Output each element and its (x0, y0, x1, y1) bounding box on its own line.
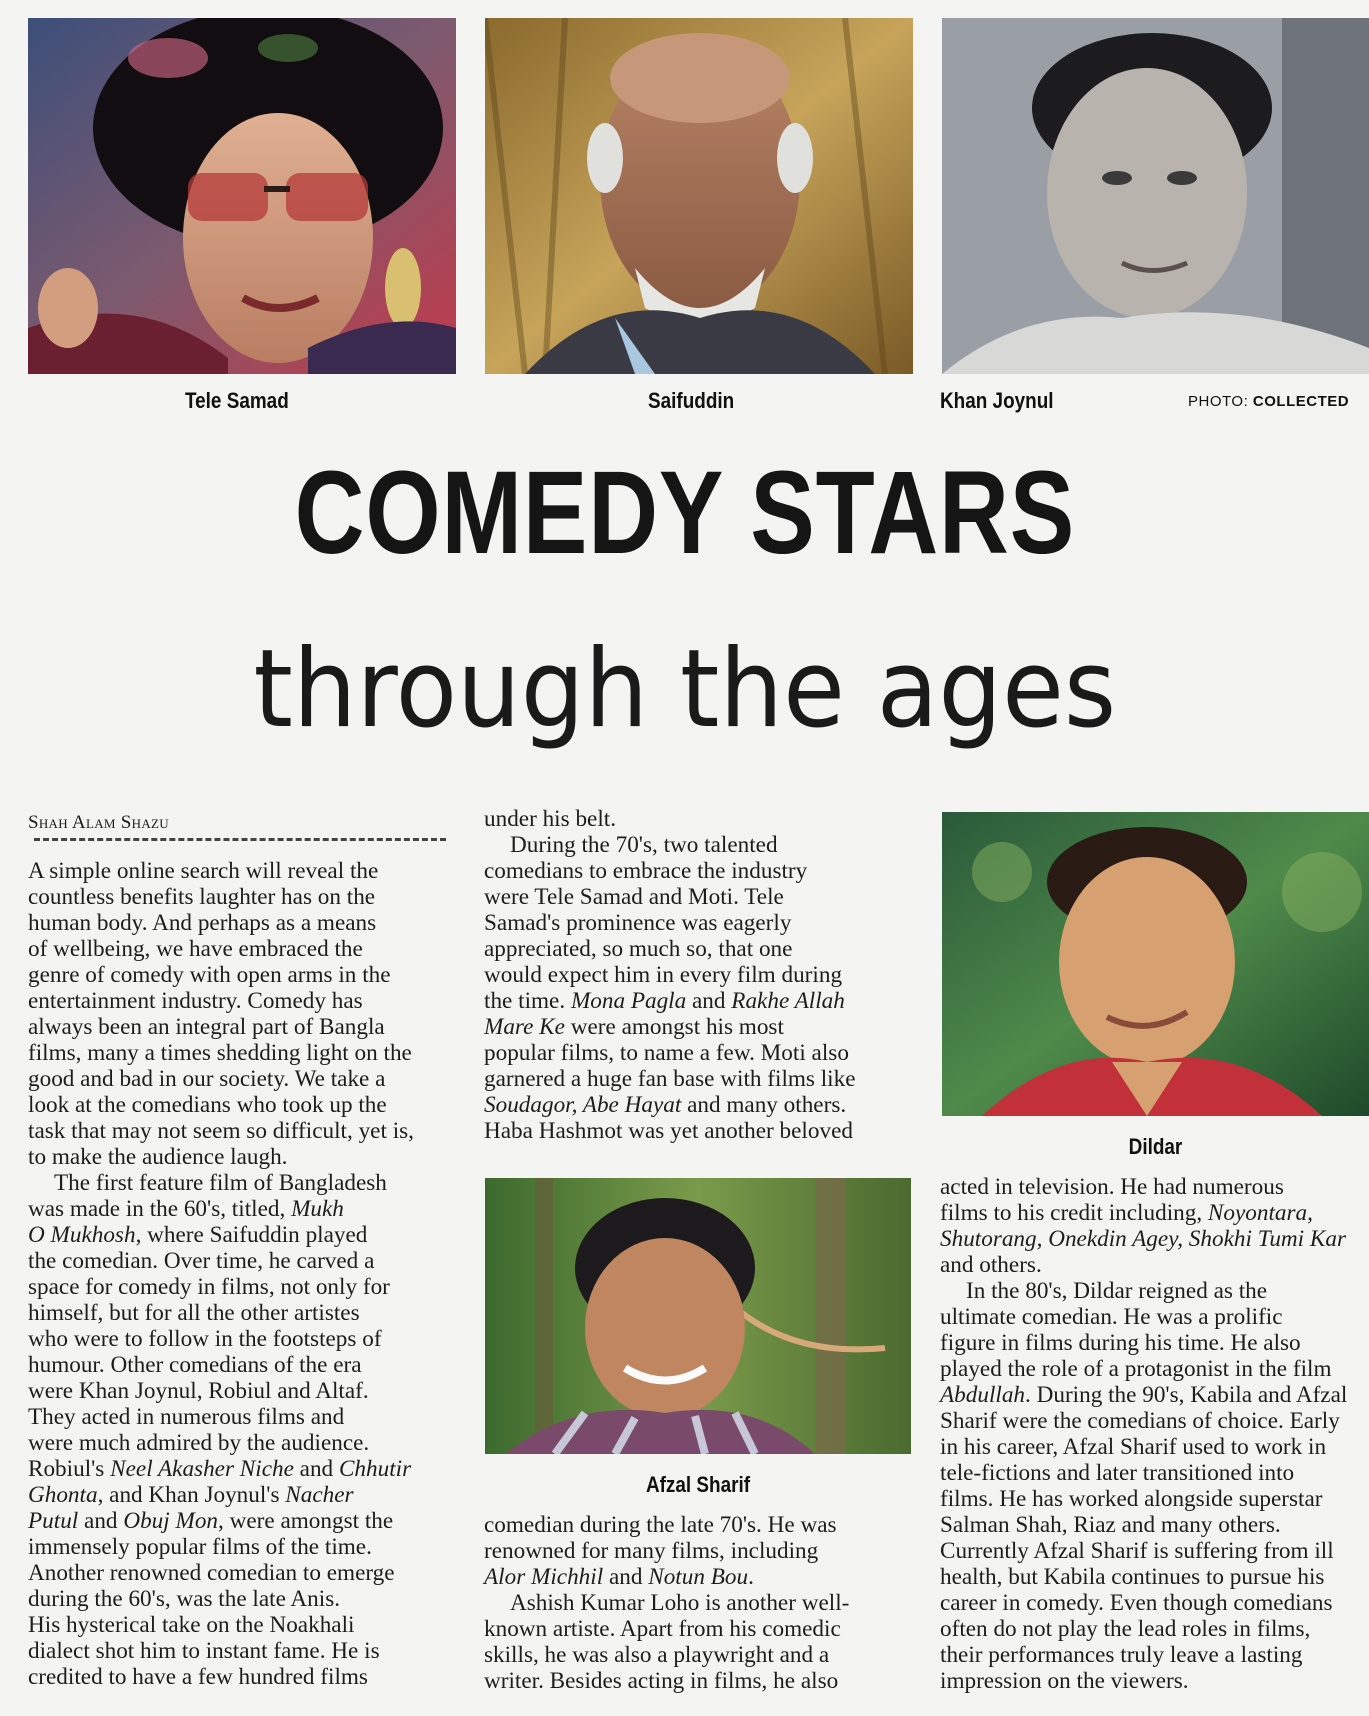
byline-divider (34, 838, 446, 841)
text-line: genre of comedy with open arms in the (28, 962, 391, 988)
text-line: human body. And perhaps as a means (28, 910, 377, 936)
text-line: task that may not seem so difficult, yet is, (28, 1118, 414, 1144)
text-line: acted in television. He had numerous (940, 1174, 1284, 1200)
text-line: Samad's prominence was eagerly (484, 910, 792, 936)
photo-afzal-sharif (485, 1178, 911, 1454)
film-title: O Mukhosh (28, 1222, 136, 1248)
film-title: Nacher (285, 1482, 354, 1508)
film-title: Mukh (291, 1196, 344, 1222)
film-title: Abdullah (940, 1382, 1026, 1408)
text-line: to make the audience laugh. (28, 1144, 288, 1170)
text-line: Currently Afzal Sharif is suffering from ill (940, 1538, 1334, 1564)
headline-subtitle-text: through the ages (253, 627, 1116, 752)
text-run: Robiul's (28, 1456, 105, 1482)
text-line: appreciated, so much so, that one (484, 936, 793, 962)
text-line: during the 60's, was the late Anis. (28, 1586, 341, 1612)
text-line (28, 1196, 458, 1222)
film-title: Neel Akasher Niche (110, 1456, 294, 1482)
text-run: In the 80's, Dildar reigned as the (966, 1278, 1268, 1304)
text-run: . (748, 1564, 754, 1590)
photo-tele-samad (28, 18, 456, 374)
text-line: impression on the viewers. (940, 1668, 1189, 1694)
text-line (940, 1226, 1369, 1252)
text-line: tele-fictions and later transitioned into (940, 1460, 1295, 1486)
text-line: space for comedy in films, not only for (28, 1274, 390, 1300)
film-title: Mona Pagla (570, 988, 687, 1014)
text-run: , where Saifuddin played (135, 1222, 368, 1248)
text-line (940, 1382, 1369, 1408)
film-title: Putul (28, 1508, 79, 1534)
headline-title (0, 448, 1369, 578)
headline-subtitle (0, 627, 1369, 752)
headline-title-text: COMEDY STARS (294, 447, 1075, 579)
text-line: and others. (940, 1252, 1042, 1278)
text-line: A simple online search will reveal the (28, 858, 379, 884)
text-line: figure in films during his time. He also (940, 1330, 1301, 1356)
caption-afzal-sharif: Afzal Sharif (645, 1472, 751, 1497)
text-run: Ashish Kumar Loho is another well- (510, 1590, 850, 1616)
text-line: entertainment industry. Comedy has (28, 988, 363, 1014)
text-line: Haba Hashmot was yet another beloved (484, 1118, 853, 1144)
text-line: films, many a times shedding light on the (28, 1040, 412, 1066)
text-run: was made in the 60's, titled, (28, 1196, 286, 1222)
byline: Shah Alam Shazu (28, 812, 169, 833)
film-title: Alor Michhil (484, 1564, 604, 1590)
text-line: were much admired by the audience. (28, 1430, 370, 1456)
caption-tele-samad: Tele Samad (185, 388, 289, 413)
text-run: and (692, 988, 726, 1014)
text-line (940, 1278, 1369, 1304)
text-line: His hysterical take on the Noakhali (28, 1612, 355, 1638)
text-line: good and bad in our society. We take a (28, 1066, 386, 1092)
text-line (484, 1014, 914, 1040)
film-title: Soudagor, Abe Hayat (484, 1092, 682, 1118)
text-line (484, 1590, 914, 1616)
text-line: health, but Kabila continues to pursue his (940, 1564, 1325, 1590)
text-line (28, 1170, 458, 1196)
article-column-3 (940, 1174, 1369, 1694)
text-line (484, 832, 914, 858)
text-line: writer. Besides acting in films, he also (484, 1668, 839, 1694)
text-line: They acted in numerous films and (28, 1404, 345, 1430)
text-line: Salman Shah, Riaz and many others. (940, 1512, 1281, 1538)
text-line: known artiste. Apart from his comedic (484, 1616, 841, 1642)
photo-khan-joynul (942, 18, 1369, 374)
text-line: popular films, to name a few. Moti also (484, 1040, 849, 1066)
text-run: . During the 90's, Kabila and Afzal (1025, 1382, 1348, 1408)
text-line: credited to have a few hundred films (28, 1664, 368, 1690)
text-line: renowned for many films, including (484, 1538, 819, 1564)
text-run: and (84, 1508, 118, 1534)
film-title: Mare Ke (484, 1014, 565, 1040)
text-line (484, 1092, 914, 1118)
film-title: Obuj Mon (123, 1508, 219, 1534)
film-title: Rakhe Allah (731, 988, 845, 1014)
text-line: often do not play the lead roles in films, (940, 1616, 1311, 1642)
text-line: immensely popular films of the time. (28, 1534, 372, 1560)
text-line (940, 1200, 1369, 1226)
text-line (28, 1222, 458, 1248)
text-line: Sharif were the comedians of choice. Early (940, 1408, 1340, 1434)
text-line: were Khan Joynul, Robiul and Altaf. (28, 1378, 369, 1404)
text-line: Another renowned comedian to emerge (28, 1560, 395, 1586)
text-line: humour. Other comedians of the era (28, 1352, 362, 1378)
text-line: look at the comedians who took up the (28, 1092, 387, 1118)
text-line (484, 988, 914, 1014)
text-line: always been an integral part of Bangla (28, 1014, 385, 1040)
text-line (28, 1456, 458, 1482)
text-line: films. He has worked alongside superstar (940, 1486, 1323, 1512)
text-line: of wellbeing, we have embraced the (28, 936, 363, 962)
caption-saifuddin: Saifuddin (648, 388, 735, 413)
text-line: under his belt. (484, 806, 617, 832)
film-title: Shutorang, Onekdin Agey, Shokhi Tumi Kar (940, 1226, 1346, 1252)
caption-khan-joynul: Khan Joynul (940, 388, 1054, 413)
text-line: were Tele Samad and Moti. Tele (484, 884, 784, 910)
text-run: the time. (484, 988, 566, 1014)
text-line: would expect him in every film during (484, 962, 843, 988)
text-line: himself, but for all the other artistes (28, 1300, 360, 1326)
text-line (28, 1482, 458, 1508)
film-title: Noyontara, (1207, 1200, 1313, 1226)
text-line: dialect shot him to instant fame. He is (28, 1638, 380, 1664)
film-title: Chhutir (338, 1456, 412, 1482)
text-line: their performances truly leave a lasting (940, 1642, 1303, 1668)
text-run: During the 70's, two talented (510, 832, 778, 858)
article-column-1 (28, 858, 458, 1690)
article-column-2-top (484, 806, 914, 1144)
photo-credit-label: PHOTO: (1188, 393, 1249, 410)
text-line: skills, he was also a playwright and a (484, 1642, 830, 1668)
text-line: countless benefits laughter has on the (28, 884, 376, 910)
text-run: films to his credit including, (940, 1200, 1203, 1226)
text-line: comedian during the late 70's. He was (484, 1512, 837, 1538)
text-line: career in comedy. Even though comedians (940, 1590, 1333, 1616)
photo-dildar (942, 812, 1369, 1116)
text-run: and (299, 1456, 334, 1482)
text-line: garnered a huge fan base with films like (484, 1066, 856, 1092)
photo-credit (1188, 393, 1349, 410)
text-line: the comedian. Over time, he carved a (28, 1248, 375, 1274)
text-line: in his career, Afzal Sharif used to work in (940, 1434, 1327, 1460)
text-run: and (608, 1564, 643, 1590)
text-line (28, 1508, 458, 1534)
article-column-2-bottom (484, 1512, 914, 1694)
film-title: Ghonta (28, 1482, 98, 1508)
text-run: and many others. (687, 1092, 847, 1118)
text-run: , and Khan Joynul's (97, 1482, 280, 1508)
photo-saifuddin (485, 18, 913, 374)
text-line: who were to follow in the footsteps of (28, 1326, 382, 1352)
photo-credit-value: COLLECTED (1252, 393, 1350, 410)
text-run: , were amongst the (218, 1508, 394, 1534)
text-line (484, 1564, 914, 1590)
caption-dildar: Dildar (1128, 1134, 1183, 1159)
text-line: ultimate comedian. He was a prolific (940, 1304, 1283, 1330)
text-line: comedians to embrace the industry (484, 858, 808, 884)
film-title: Notun Bou (648, 1564, 749, 1590)
text-run: The first feature film of Bangladesh (54, 1170, 387, 1196)
text-run: were amongst his most (570, 1014, 784, 1040)
text-line: played the role of a protagonist in the film (940, 1356, 1332, 1382)
